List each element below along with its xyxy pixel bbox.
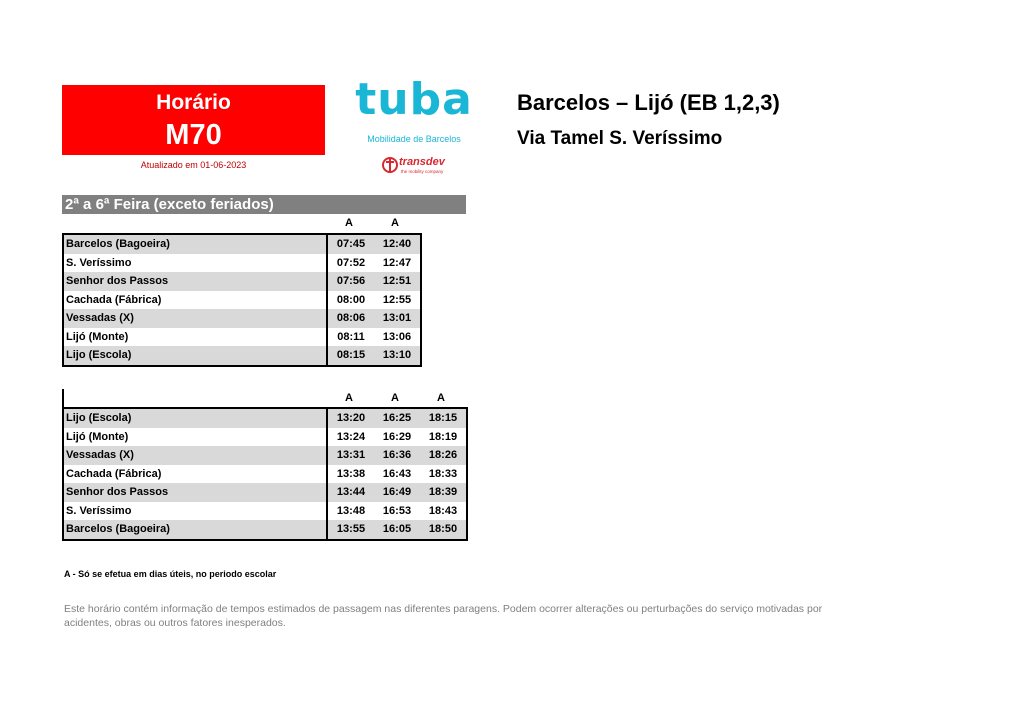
table-row bbox=[63, 234, 421, 254]
departure-time: 08:11 bbox=[327, 328, 374, 347]
departure-time: 18:43 bbox=[420, 502, 467, 521]
departure-time: 13:20 bbox=[327, 408, 374, 428]
departure-time: 13:48 bbox=[327, 502, 374, 521]
departure-time: 18:26 bbox=[420, 446, 467, 465]
column-header: A bbox=[391, 217, 399, 229]
logo-tagline: Mobilidade de Barcelos bbox=[367, 134, 461, 144]
tuba-logo bbox=[333, 74, 495, 148]
column-header: A bbox=[345, 217, 353, 229]
table-row bbox=[63, 408, 467, 428]
table-row bbox=[63, 428, 467, 447]
table-row bbox=[63, 254, 421, 273]
table-row bbox=[63, 502, 467, 521]
page-title: Barcelos – Lijó (EB 1,2,3) bbox=[517, 90, 780, 115]
transdev-tagline: the mobility company bbox=[401, 169, 444, 174]
column-header: A bbox=[345, 392, 353, 404]
stop-name: Lijó (Monte) bbox=[63, 328, 327, 347]
stop-name: Lijó (Monte) bbox=[63, 428, 327, 447]
stop-name: S. Veríssimo bbox=[63, 254, 327, 273]
departure-time: 08:06 bbox=[327, 309, 374, 328]
page-subtitle: Via Tamel S. Veríssimo bbox=[517, 128, 723, 149]
table-row bbox=[63, 291, 421, 310]
departure-time: 13:44 bbox=[327, 483, 374, 502]
stop-name: Senhor dos Passos bbox=[63, 272, 327, 291]
stop-name: Vessadas (X) bbox=[63, 309, 327, 328]
departure-time: 18:33 bbox=[420, 465, 467, 484]
stop-name: Vessadas (X) bbox=[63, 446, 327, 465]
departure-time: 18:50 bbox=[420, 520, 467, 540]
table-row bbox=[63, 465, 467, 484]
footnote: A - Só se efetua em dias úteis, no periodo escolar bbox=[64, 569, 277, 579]
departure-time: 12:51 bbox=[374, 272, 421, 291]
departure-time: 16:53 bbox=[374, 502, 420, 521]
departure-time: 08:15 bbox=[327, 346, 374, 366]
table-row bbox=[63, 446, 467, 465]
schedule-label: Horário bbox=[156, 91, 231, 114]
departure-time: 13:55 bbox=[327, 520, 374, 540]
column-header: A bbox=[437, 392, 445, 404]
departure-time: 16:05 bbox=[374, 520, 420, 540]
departure-time: 16:29 bbox=[374, 428, 420, 447]
departure-time: 13:38 bbox=[327, 465, 374, 484]
departure-time: 16:25 bbox=[374, 408, 420, 428]
stop-name: Barcelos (Bagoeira) bbox=[63, 520, 327, 540]
route-number: M70 bbox=[165, 119, 222, 151]
disclaimer-text: Este horário contém informação de tempos estimados de passagem nas diferentes paragens. Podem ocorrer alterações ou perturbações do serviço motivadas por acidentes, obras ou outros fatores inesperados. bbox=[64, 603, 823, 629]
departure-time: 08:00 bbox=[327, 291, 374, 310]
departure-time: 12:40 bbox=[374, 234, 421, 254]
departure-time: 16:49 bbox=[374, 483, 420, 502]
departure-time: 12:47 bbox=[374, 254, 421, 273]
column-header: A bbox=[391, 392, 399, 404]
departure-time: 13:10 bbox=[374, 346, 421, 366]
table-row bbox=[63, 346, 421, 366]
transdev-logo bbox=[381, 155, 451, 177]
route-header-box bbox=[62, 85, 325, 155]
departure-time: 13:06 bbox=[374, 328, 421, 347]
departure-time: 12:55 bbox=[374, 291, 421, 310]
table-row bbox=[63, 309, 421, 328]
departure-time: 18:39 bbox=[420, 483, 467, 502]
departure-time: 13:01 bbox=[374, 309, 421, 328]
stop-name: Lijo (Escola) bbox=[63, 408, 327, 428]
departure-time: 13:31 bbox=[327, 446, 374, 465]
departure-time: 18:15 bbox=[420, 408, 467, 428]
table-row bbox=[63, 483, 467, 502]
departure-time: 16:36 bbox=[374, 446, 420, 465]
departure-time: 16:43 bbox=[374, 465, 420, 484]
departure-time: 07:45 bbox=[327, 234, 374, 254]
departure-time: 18:19 bbox=[420, 428, 467, 447]
stop-name: S. Veríssimo bbox=[63, 502, 327, 521]
table-row bbox=[63, 272, 421, 291]
transdev-word: transdev bbox=[399, 156, 445, 168]
departure-time: 07:52 bbox=[327, 254, 374, 273]
stop-name: Cachada (Fábrica) bbox=[63, 291, 327, 310]
departure-time: 07:56 bbox=[327, 272, 374, 291]
stop-name: Cachada (Fábrica) bbox=[63, 465, 327, 484]
stop-name: Lijo (Escola) bbox=[63, 346, 327, 366]
inbound-timetable bbox=[62, 407, 468, 541]
section-bar: 2ª a 6ª Feira (exceto feriados) bbox=[62, 195, 466, 214]
logo-wordmark: tuba bbox=[355, 74, 473, 125]
transdev-mark-icon bbox=[381, 155, 399, 175]
stop-name: Senhor dos Passos bbox=[63, 483, 327, 502]
departure-time: 13:24 bbox=[327, 428, 374, 447]
outbound-timetable bbox=[62, 233, 422, 367]
table-row bbox=[63, 328, 421, 347]
table-edge-line bbox=[62, 389, 64, 409]
table-row bbox=[63, 520, 467, 540]
updated-date: Atualizado em 01-06-2023 bbox=[140, 160, 247, 170]
stop-name: Barcelos (Bagoeira) bbox=[63, 234, 327, 254]
